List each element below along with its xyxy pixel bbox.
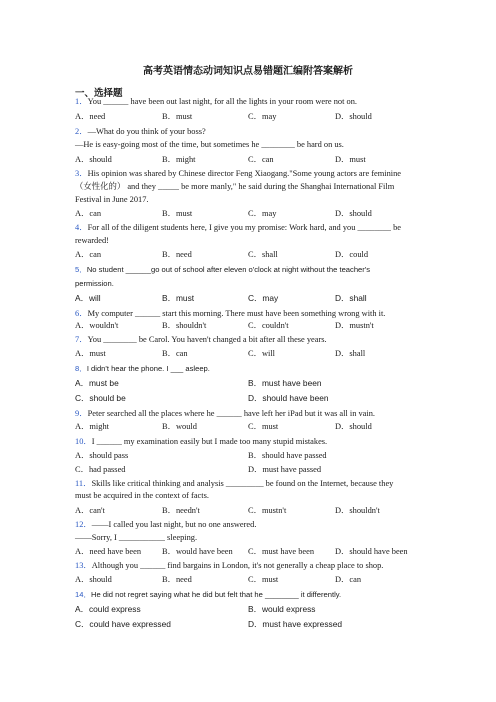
question-10-stem: 10．I ______ my examination easily but I made too many stupid mistakes. [75,437,328,446]
question-5-stem: 5．No student ______go out of school after eleven o'clock at night without the teacher's [75,265,371,274]
question-13-option-c: C．must [248,575,279,584]
question-number: 2． [75,127,88,136]
question-number: 10． [75,437,92,446]
question-5-option-d: D．shall [335,293,367,303]
question-9-stem: 9．Peter searched all the places where he ______ have left her iPad but it was all in vain. [75,409,376,418]
question-8-stem: 8．I didn't hear the phone. I ___ asleep. [75,364,210,373]
question-5-option-b: B．must [162,293,195,303]
question-4-stem: 4．For all of the diligent students here, I give you my promise: Work hard, and you ________ be [75,223,401,232]
question-number: 12． [75,520,92,529]
question-10-option-d: D．must have passed [248,465,322,474]
question-3-option-b: B．must [162,209,193,218]
question-9-option-d: D．should [335,422,372,431]
question-5-stem-line-2: permission. [75,279,114,288]
question-7-option-a: A．must [75,349,106,358]
question-number: 11． [75,479,92,488]
question-3-option-c: C．may [248,209,277,218]
question-8-option-b: B．must have been [248,378,322,388]
question-14-stem: 14．He did not regret saying what he did but felt that he ________ it differently. [75,590,342,599]
question-6-option-d: D．mustn't [335,321,374,330]
question-3-stem-line-3: Festival in June 2017. [75,195,149,204]
question-14-option-d: D．must have expressed [248,619,343,629]
question-11-stem-line-2: must be acquired in the context of facts. [75,491,209,500]
question-12-option-b: B．would have been [162,547,233,556]
question-4-stem-line-2: rewarded! [75,236,109,245]
question-6-option-b: B．shouldn't [162,321,207,330]
question-1-option-d: D．should [335,112,372,121]
question-4-option-d: D．could [335,250,369,259]
question-number: 5． [75,265,87,274]
question-13-option-b: B．need [162,575,192,584]
question-11-stem: 11．Skills like critical thinking and analysis _________ be found on the Internet, because they [75,479,394,488]
question-3-stem: 3．His opinion was shared by Chinese director Feng Xiaogang."Some young actors are feminine [75,169,402,178]
question-2-option-c: C．can [248,155,274,164]
question-3-stem-line-2: （女性化的） and they _____ be more manly," he said during the Shanghai International Film [75,182,395,191]
question-8-option-a: A．must be [75,378,119,388]
question-9-option-c: C．must [248,422,279,431]
question-1-option-a: A．need [75,112,106,121]
question-12-option-a: A．need have been [75,547,142,556]
question-13-option-d: D．can [335,575,362,584]
question-7-option-c: C．will [248,349,275,358]
question-9-option-a: A．might [75,422,109,431]
question-number: 1． [75,97,88,106]
question-3-option-a: A．can [75,209,102,218]
question-number: 3． [75,169,88,178]
question-1-option-c: C．may [248,112,277,121]
question-8-option-d: D．should have been [248,393,329,403]
question-number: 4． [75,223,88,232]
question-2-option-b: B．might [162,155,196,164]
question-3-option-d: D．should [335,209,372,218]
question-12-option-d: D．should have been [335,547,408,556]
question-11-option-a: A．can't [75,506,105,515]
question-10-option-c: C．had passed [75,465,126,474]
section-heading: 一、选择题 [75,88,123,99]
question-1-option-b: B．must [162,112,193,121]
question-2-option-a: A．should [75,155,112,164]
question-14-option-a: A．could express [75,604,141,614]
question-9-option-b: B．would [162,422,197,431]
question-6-option-a: A．wouldn't [75,321,119,330]
question-number: 7． [75,335,88,344]
question-7-option-b: B．can [162,349,188,358]
question-13-stem: 13．Although you ______ find bargains in London, it's not generally a cheap place to shop. [75,561,384,570]
question-12-stem-line-2: ——Sorry, I ___________ sleeping. [75,533,198,542]
question-4-option-a: A．can [75,250,102,259]
question-12-stem: 12．——I called you last night, but no one answered. [75,520,257,529]
question-13-option-a: A．should [75,575,112,584]
question-number: 8． [75,364,87,373]
question-1-stem: 1．You ______ have been out last night, for all the lights in your room were not on. [75,97,358,106]
question-7-stem: 7．You ________ be Carol. You haven't changed a bit after all these years. [75,335,327,344]
question-6-option-c: C．couldn't [248,321,289,330]
question-number: 13． [75,561,92,570]
question-2-stem: 2．—What do you think of your boss? [75,127,206,136]
question-number: 14． [75,590,92,599]
question-8-option-c: C．should be [75,393,126,403]
question-10-option-b: B．should have passed [248,451,327,460]
question-number: 9． [75,409,88,418]
question-11-option-b: B．needn't [162,506,200,515]
question-14-option-b: B．would express [248,604,316,614]
question-2-option-d: D．must [335,155,366,164]
question-5-option-a: A．will [75,293,101,303]
question-11-option-d: D．shouldn't [335,506,380,515]
question-4-option-b: B．need [162,250,192,259]
question-4-option-c: C．shall [248,250,278,259]
question-7-option-d: D．shall [335,349,366,358]
question-5-option-c: C．may [248,293,279,303]
question-14-option-c: C．could have expressed [75,619,171,629]
question-6-stem: 6．My computer ______ start this morning. There must have been something wrong with it. [75,309,386,318]
question-12-option-c: C．must have been [248,547,315,556]
question-10-option-a: A．should pass [75,451,129,460]
page-title: 高考英语情态动词知识点易错题汇编附答案解析 [143,66,353,77]
question-11-option-c: C．mustn't [248,506,287,515]
question-2-stem-line-2: —He is easy-going most of the time, but sometimes he ________ be hard on us. [75,140,344,149]
question-number: 6． [75,309,88,318]
